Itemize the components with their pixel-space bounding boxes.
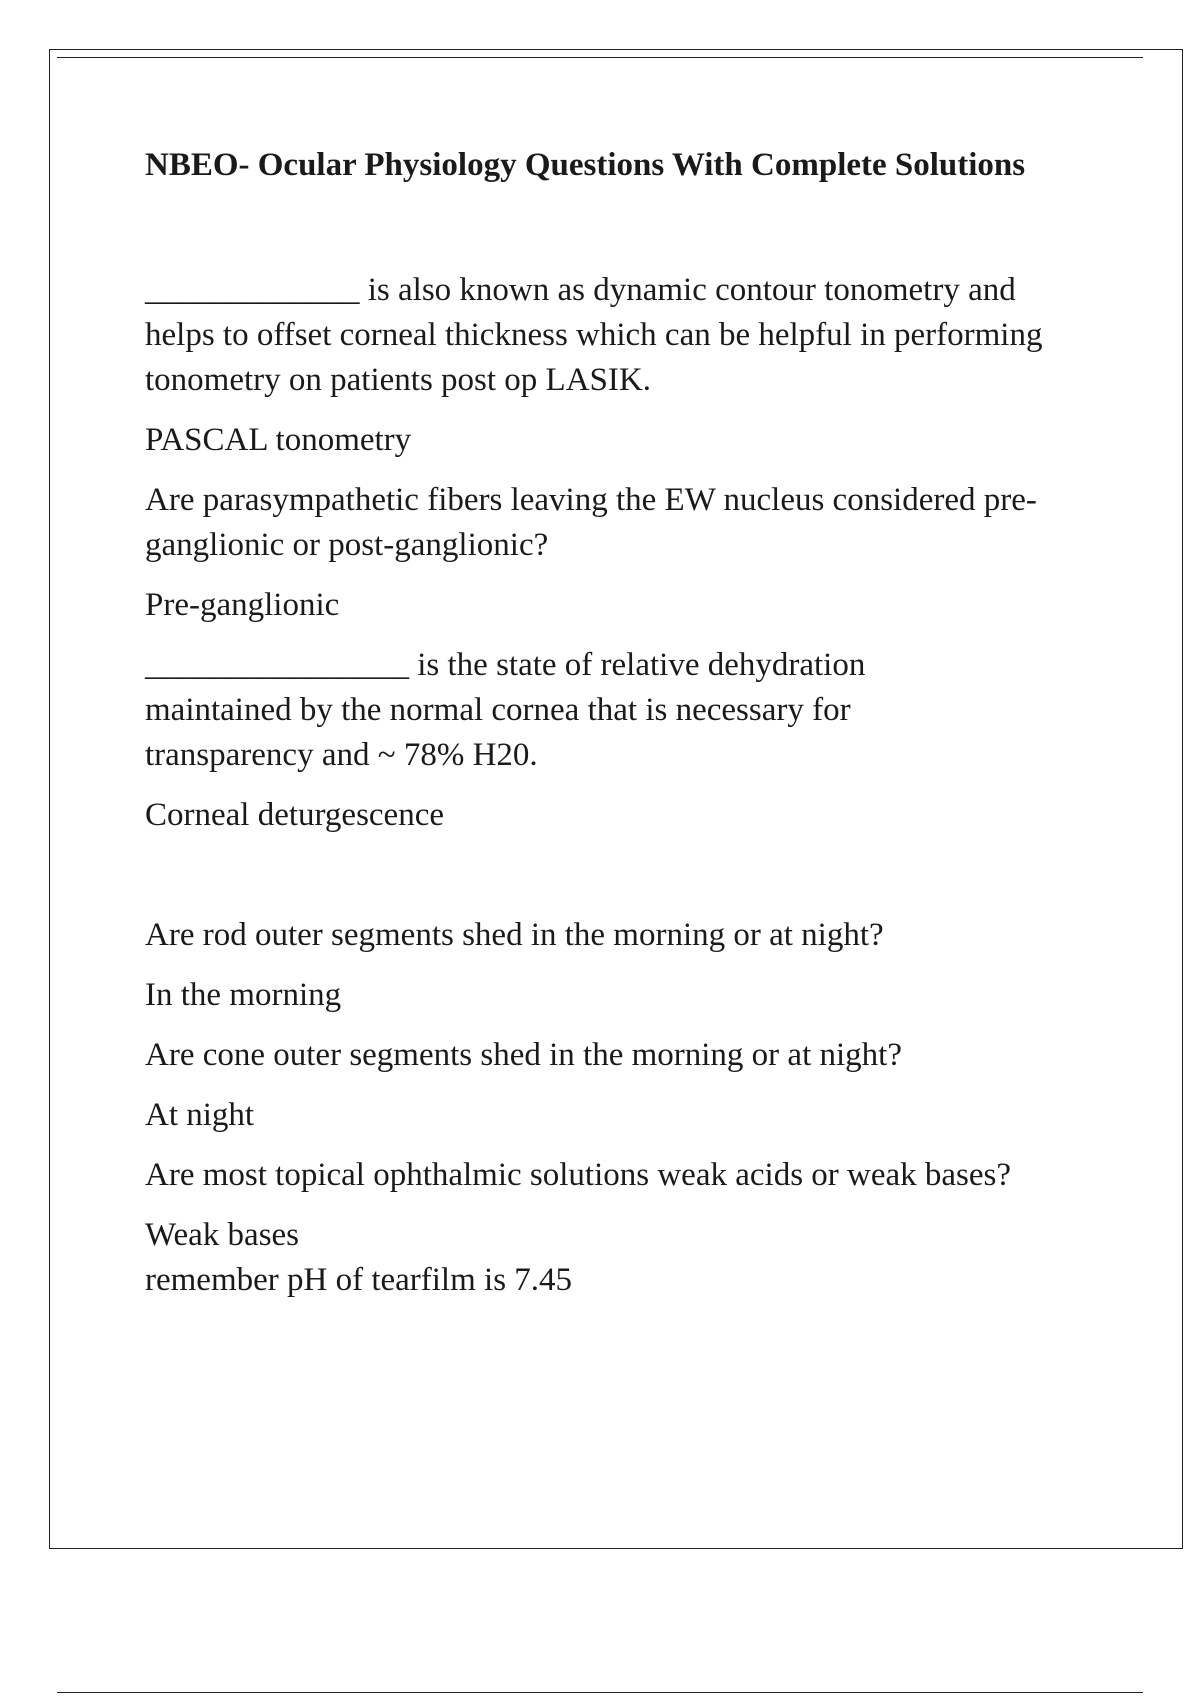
answer-5: At night	[145, 1097, 255, 1133]
qa-list	[145, 268, 1095, 1303]
header-rule	[57, 57, 1143, 58]
question-1: _____________ is also known as dynamic contour tonometry and helps to offset corneal thickness which can be helpful in performing tonometry on patients post op LASIK.	[145, 272, 1043, 398]
answer-1: PASCAL tonometry	[145, 422, 412, 458]
answer-6-note: remember pH of tearfilm is 7.45	[145, 1262, 573, 1298]
document-title: NBEO- Ocular Physiology Questions With Complete Solutions	[145, 147, 1026, 183]
question-5: Are cone outer segments shed in the morning or at night?	[145, 1037, 902, 1073]
question-3: ________________ is the state of relative dehydration maintained by the normal cornea that is necessary for transparency and ~ 78% H20.	[145, 647, 866, 773]
question-4: Are rod outer segments shed in the morning or at night?	[145, 917, 884, 953]
spacer	[145, 853, 1095, 913]
answer-2: Pre-ganglionic	[145, 587, 340, 623]
question-6: Are most topical ophthalmic solutions weak acids or weak bases?	[145, 1157, 1012, 1193]
answer-6-text: Weak bases	[145, 1217, 300, 1253]
footer-rule	[57, 1692, 1143, 1693]
answer-6	[145, 1213, 1095, 1303]
document-body	[145, 142, 1095, 1318]
question-2: Are parasympathetic fibers leaving the EW nucleus considered pre-ganglionic or post-ganglionic?	[145, 482, 1037, 563]
answer-3: Corneal deturgescence	[145, 797, 444, 833]
answer-4: In the morning	[145, 977, 342, 1013]
